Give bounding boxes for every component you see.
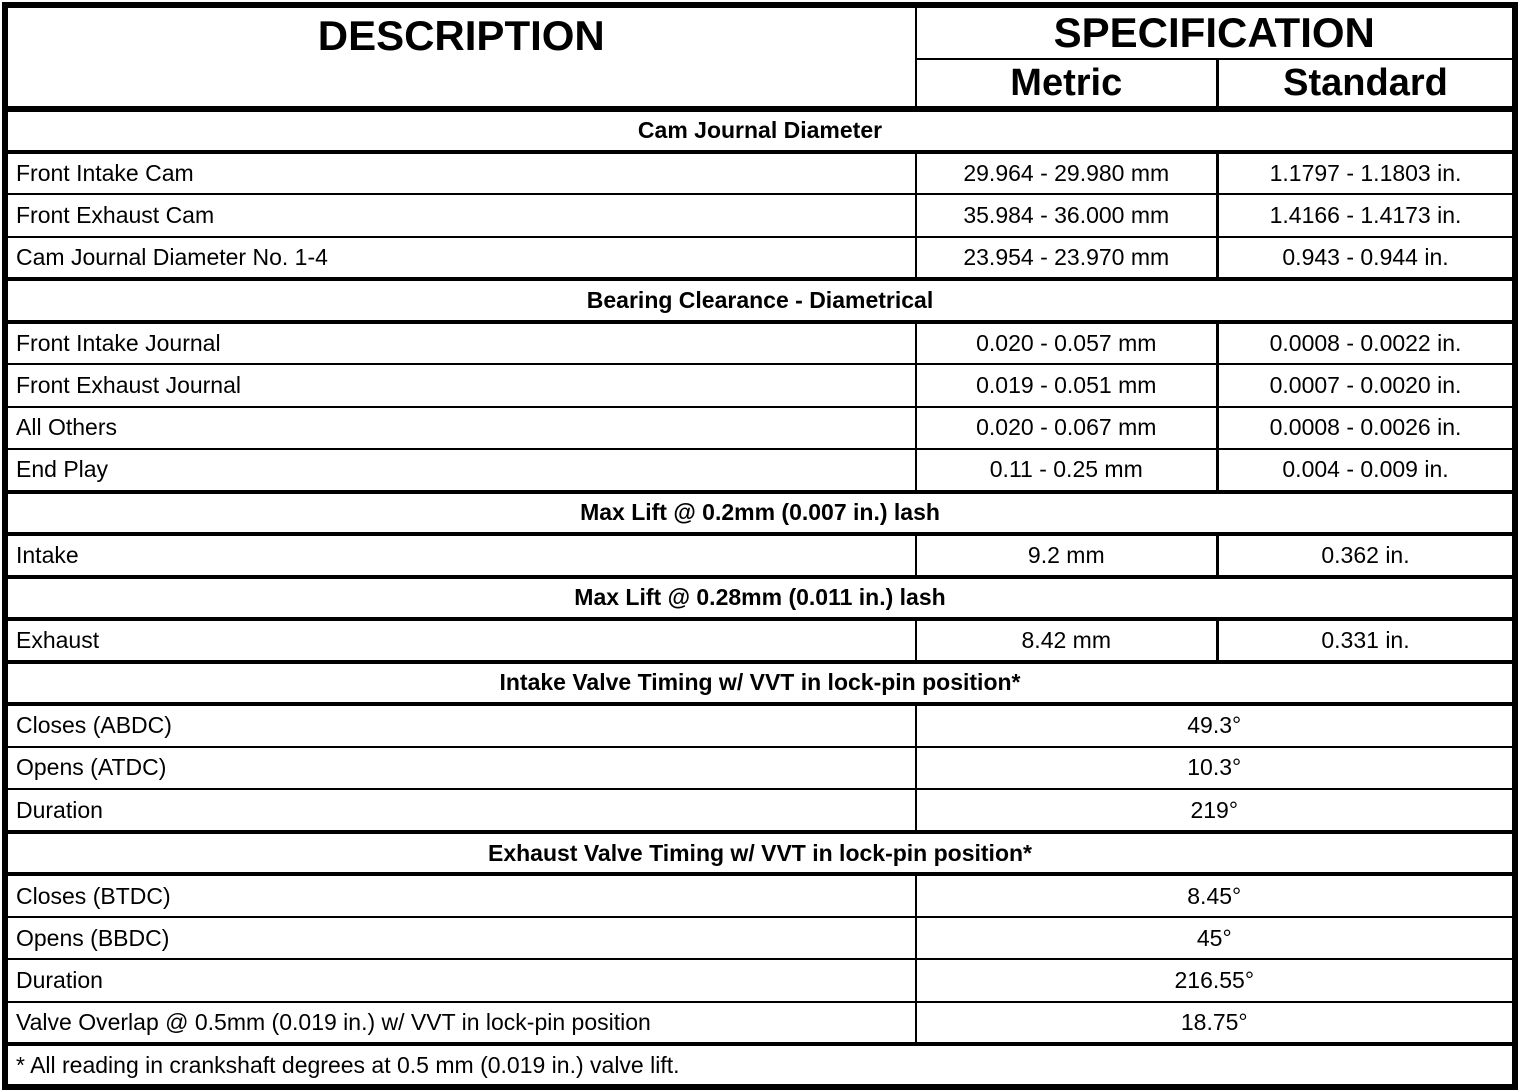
row-label: All Others [5, 407, 916, 450]
header-row-1 [5, 5, 1515, 59]
table-row-span [5, 1002, 1515, 1045]
metric-value: 35.984 - 36.000 mm [916, 194, 1218, 237]
standard-value: 0.0008 - 0.0022 in. [1218, 322, 1515, 365]
standard-value: 0.943 - 0.944 in. [1218, 237, 1515, 280]
row-label: Duration [5, 789, 916, 832]
section-header: Intake Valve Timing w/ VVT in lock-pin position* [5, 662, 1515, 705]
row-label: Front Exhaust Journal [5, 364, 916, 407]
row-label: Closes (BTDC) [5, 874, 916, 917]
spec-value: 219° [916, 789, 1515, 832]
table-row-span [5, 789, 1515, 832]
table-row-span [5, 917, 1515, 960]
camshaft-specification-table [2, 2, 1518, 1090]
row-label: Front Intake Cam [5, 152, 916, 195]
table-row-data [5, 322, 1515, 365]
row-label: Cam Journal Diameter No. 1-4 [5, 237, 916, 280]
section-header: Cam Journal Diameter [5, 109, 1515, 152]
table-row-data [5, 449, 1515, 492]
metric-value: 0.019 - 0.051 mm [916, 364, 1218, 407]
table-header [5, 5, 1515, 109]
standard-value: 1.4166 - 1.4173 in. [1218, 194, 1515, 237]
row-label: Valve Overlap @ 0.5mm (0.019 in.) w/ VVT in lock-pin position [5, 1002, 916, 1045]
metric-value: 29.964 - 29.980 mm [916, 152, 1218, 195]
standard-value: 1.1797 - 1.1803 in. [1218, 152, 1515, 195]
spec-table-page [2, 2, 1518, 1090]
spec-value: 49.3° [916, 704, 1515, 747]
metric-column-header: Metric [916, 59, 1218, 109]
metric-value: 0.020 - 0.067 mm [916, 407, 1218, 450]
table-row-section [5, 492, 1515, 535]
row-label: Exhaust [5, 619, 916, 662]
table-row-span [5, 959, 1515, 1002]
table-row-data [5, 152, 1515, 195]
metric-value: 9.2 mm [916, 534, 1218, 577]
row-label: Duration [5, 959, 916, 1002]
row-label: Opens (BBDC) [5, 917, 916, 960]
standard-value: 0.004 - 0.009 in. [1218, 449, 1515, 492]
table-row-footnote [5, 1044, 1515, 1087]
table-row-section [5, 109, 1515, 152]
table-row-data [5, 534, 1515, 577]
standard-value: 0.0007 - 0.0020 in. [1218, 364, 1515, 407]
spec-value: 216.55° [916, 959, 1515, 1002]
row-label: Closes (ABDC) [5, 704, 916, 747]
description-column-header: DESCRIPTION [5, 5, 916, 109]
table-row-section [5, 832, 1515, 875]
table-row-section [5, 662, 1515, 705]
section-header: Max Lift @ 0.2mm (0.007 in.) lash [5, 492, 1515, 535]
table-row-span [5, 704, 1515, 747]
row-label: Front Exhaust Cam [5, 194, 916, 237]
spec-value: 45° [916, 917, 1515, 960]
standard-column-header: Standard [1218, 59, 1515, 109]
table-row-section [5, 279, 1515, 322]
section-header: Exhaust Valve Timing w/ VVT in lock-pin position* [5, 832, 1515, 875]
metric-value: 0.11 - 0.25 mm [916, 449, 1218, 492]
row-label: End Play [5, 449, 916, 492]
table-row-data [5, 407, 1515, 450]
row-label: Front Intake Journal [5, 322, 916, 365]
metric-value: 0.020 - 0.057 mm [916, 322, 1218, 365]
footnote-text: * All reading in crankshaft degrees at 0.5 mm (0.019 in.) valve lift. [5, 1044, 1515, 1087]
standard-value: 0.362 in. [1218, 534, 1515, 577]
specification-column-header: SPECIFICATION [916, 5, 1515, 59]
table-row-data [5, 194, 1515, 237]
table-row-data [5, 364, 1515, 407]
table-body [5, 109, 1515, 1087]
standard-value: 0.0008 - 0.0026 in. [1218, 407, 1515, 450]
spec-value: 18.75° [916, 1002, 1515, 1045]
standard-value: 0.331 in. [1218, 619, 1515, 662]
table-row-span [5, 747, 1515, 790]
metric-value: 23.954 - 23.970 mm [916, 237, 1218, 280]
section-header: Max Lift @ 0.28mm (0.011 in.) lash [5, 577, 1515, 620]
table-row-data [5, 619, 1515, 662]
table-row-data [5, 237, 1515, 280]
spec-value: 10.3° [916, 747, 1515, 790]
row-label: Intake [5, 534, 916, 577]
section-header: Bearing Clearance - Diametrical [5, 279, 1515, 322]
table-row-span [5, 874, 1515, 917]
spec-value: 8.45° [916, 874, 1515, 917]
table-row-section [5, 577, 1515, 620]
row-label: Opens (ATDC) [5, 747, 916, 790]
metric-value: 8.42 mm [916, 619, 1218, 662]
